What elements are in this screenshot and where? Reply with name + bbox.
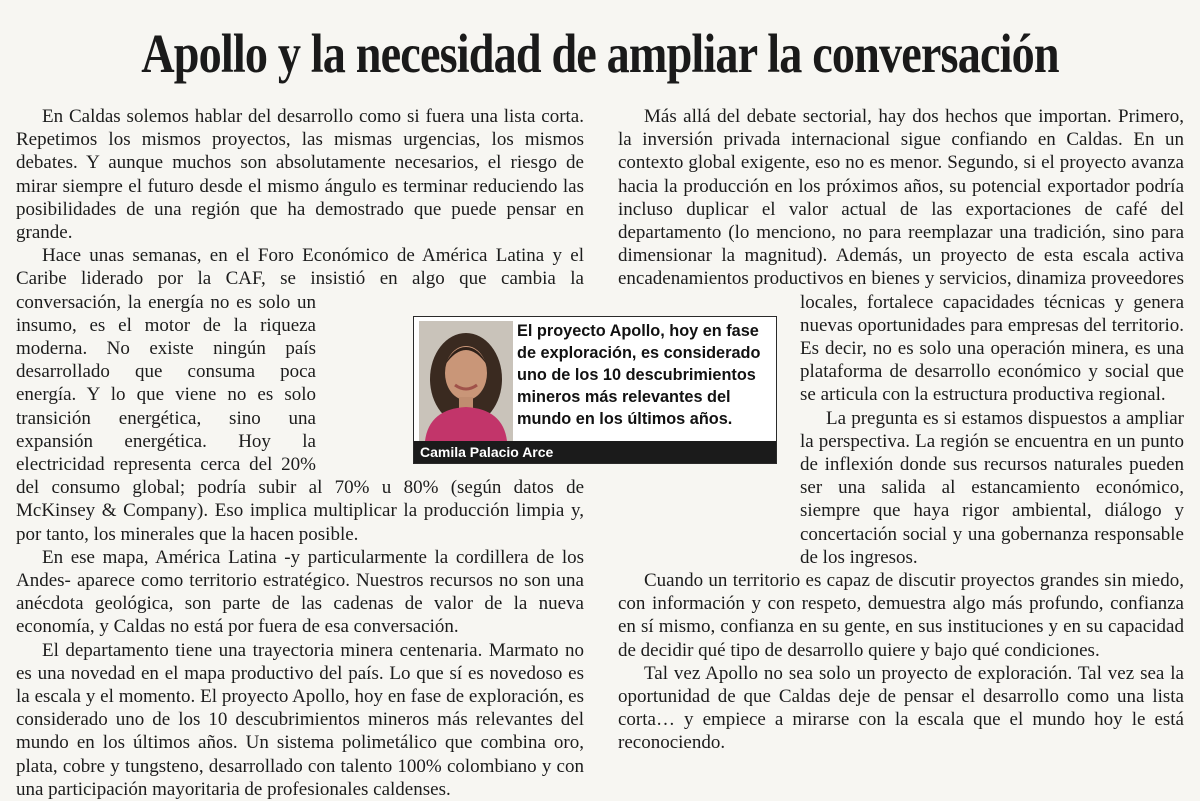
paragraph: Cuando un territorio es capaz de discutir proyectos grandes sin miedo, con información y con respeto, demuestra algo más profundo, confianza en sí mismo, confianza en su gente, en sus instituciones y en su capacidad de decidir qué tipo de desarrollo quiere y bajo qué condiciones. bbox=[618, 570, 1184, 661]
paragraph: La pregunta es si estamos dispuestos a ampliar la perspectiva. La región se encuentra en un punto de inflexión donde sus recursos naturales pueden ser una salida al estancamiento económico, siempre que haya rigor ambiental, diálogo y concertación social y una gobernanza responsable de los ingresos. bbox=[800, 407, 1184, 568]
author-photo bbox=[419, 321, 513, 441]
headline: Apollo y la necesidad de ampliar la conversación bbox=[141, 23, 1059, 84]
paragraph: Más allá del debate sectorial, hay dos hechos que importan. Primero, la inversión privada internacional sigue confiando en Caldas. En un contexto global exigente, eso no es menor. Segundo, si el proyecto avanza hacia la producción en los próximos años, su potencial exportador podría incluso duplicar el valor actual de las exportaciones de café del departamento (lo menciono, no para reemplazar una tradición, sino para dimensionar la magnitud). Además, un proyecto de esta escala activa encadenamientos productivos en bienes y servicios, dinamiza proveedores locales, fortalece capacidades técnicas y genera nuevas oportunidades para empresas del territorio. Es decir, no es solo una operación minera, es una plataforma de desarrollo económico y social que se articula con la estructura productiva regional. bbox=[618, 106, 1184, 406]
paragraph: En ese mapa, América Latina -y particularmente la cordillera de los Andes- aparece como territorio estratégico. Nuestros recursos no son una anécdota geológica, son parte de las cadenas de valor de la nueva economía, y Caldas no está por fuera de esa conversación. bbox=[16, 546, 584, 638]
author-byline: Camila Palacio Arce bbox=[414, 441, 776, 463]
paragraph: Hace unas semanas, en el Foro Económico de América Latina y el Caribe liderado por la CAF, se insistió en algo que cambia la conversación, la energía no es solo un insumo, es el motor de la riqueza moderna. No existe ningún país desarrollado que consuma poca energía. Y lo que viene no es solo transición energética, sino una expansión energética. Hoy la electricidad representa cerca del 20% del consumo global; podría subir al 70% u 80% (según datos de McKinsey & Company). Eso implica multiplicar la producción limpia y, por tanto, los minerales que la hacen posible. bbox=[16, 245, 584, 545]
paragraph: El departamento tiene una trayectoria minera centenaria. Marmato no es una novedad en el mapa productivo del país. Lo que sí es novedoso es la escala y el momento. El proyecto Apollo, hoy en fase de exploración, es considerado uno de los 10 descubrimientos mineros más relevantes del mundo en los últimos años. Un sistema polimetálico que combina oro, plata, cobre y tungsteno, desarrollado con talento 100% colombiano y con una participación mayoritaria de profesionales caldenses. bbox=[16, 639, 584, 800]
paragraph: En Caldas solemos hablar del desarrollo como si fuera una lista corta. Repetimos los mismos proyectos, las mismas urgencias, los mismos debates. Y aunque muchos son absolutamente necesarios, el riesgo de mirar siempre el futuro desde el mismo ángulo es terminar reduciendo las posibilidades de una región que ha demostrado que puede pensar en grande. bbox=[16, 106, 584, 244]
pull-quote-box bbox=[413, 316, 777, 464]
pull-quote: El proyecto Apollo, hoy en fase de exploración, es considerado uno de los 10 descubrimientos mineros más relevantes del mundo en los últimos años. bbox=[517, 322, 761, 428]
paragraph: Tal vez Apollo no sea solo un proyecto de exploración. Tal vez sea la oportunidad de que Caldas deje de pensar el desarrollo como una lista corta… y empiece a mirarse con la escala que el mundo hoy le está reconociendo. bbox=[618, 662, 1184, 754]
